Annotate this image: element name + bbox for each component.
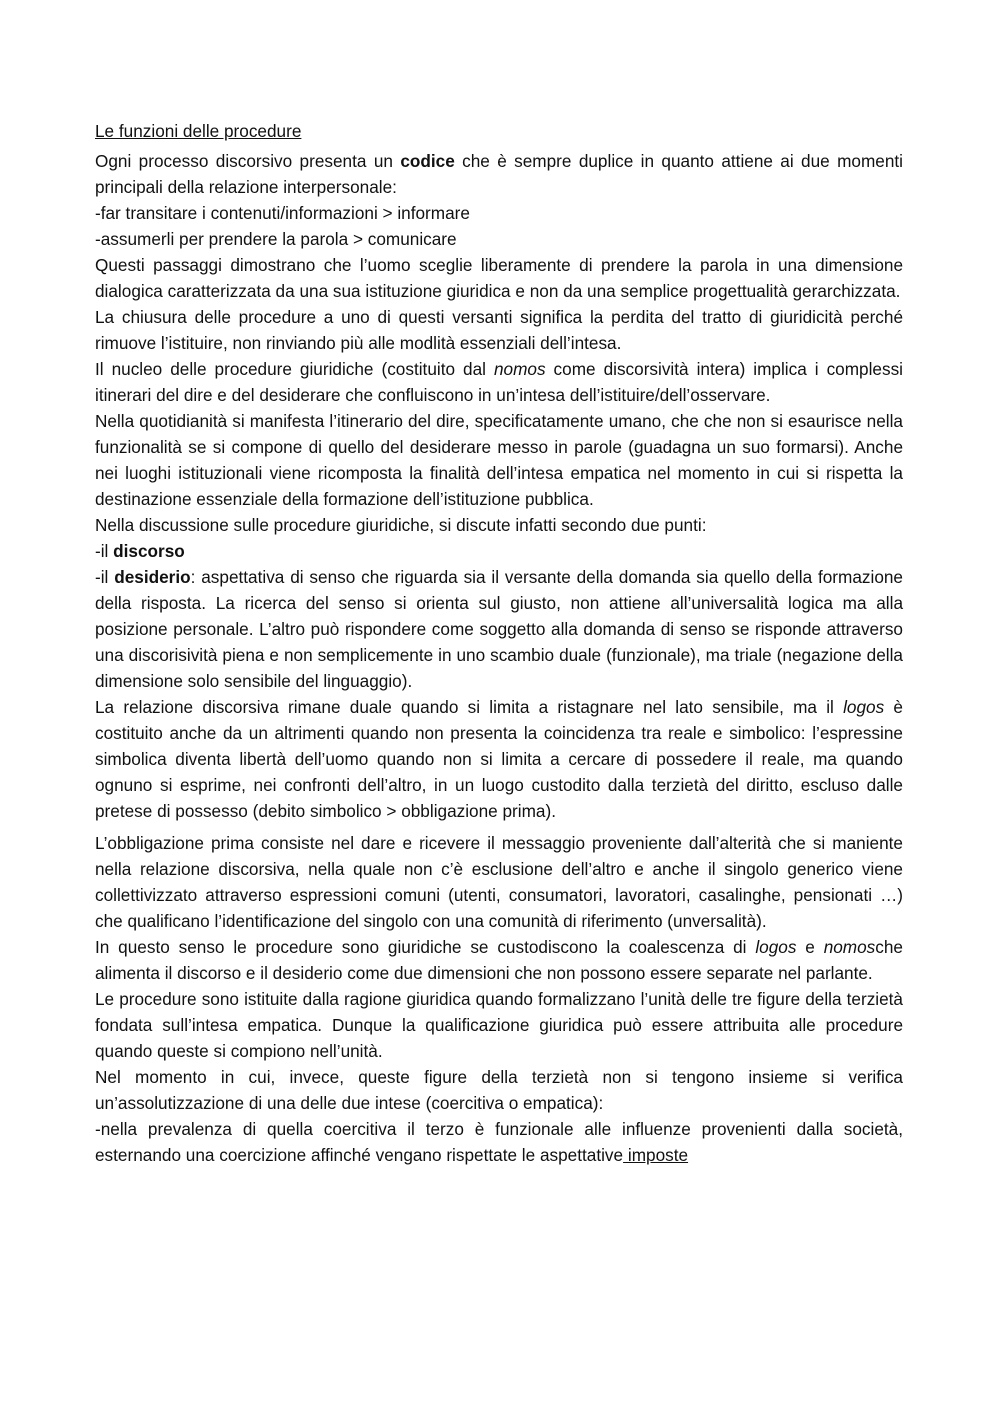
bold-term-discorso: discorso [113,541,185,561]
text-run: Il nucleo delle procedure giuridiche (costituito dal [95,359,494,379]
text-run: e [796,937,824,957]
paragraph-coalescenza [95,934,903,986]
italic-term-logos: logos [755,937,797,957]
paragraph-discussione: Nella discussione sulle procedure giuridiche, si discute infatti secondo due punti: [95,515,707,535]
document-title: Le funzioni delle procedure [95,121,302,141]
paragraph-quotidianita: Nella quotidianità si manifesta l’itinerario del dire, specificatamente umano, che che non si esaurisce nella funzionalità se si compone di quello del desiderare messo in parole (guadagna un suo formarsi). Anche nei luoghi istituzionali viene ricomposta la finalità dell’intesa empatica nel momento in cui si rispetta la destinazione essenziale della formazione dell’istituzione pubblica. [95,411,903,509]
list-item-informare: -far transitare i contenuti/informazioni > informare [95,203,470,223]
document-page [95,118,903,1168]
italic-term-logos: logos [843,697,885,717]
list-item-desiderio [95,564,903,694]
text-run: che è sempre duplice in quanto attiene ai due momenti principali della relazione interpersonale: [95,151,904,197]
italic-term-nomos: nomos [823,937,876,957]
paragraph-nucleo [95,356,903,408]
italic-term-nomos: nomos [493,359,546,379]
list-item-discorso [95,538,903,564]
paragraph-passaggi: Questi passaggi dimostrano che l’uomo sceglie liberamente di prendere la parola in una dimensione dialogica caratterizzata da una sua istituzione giuridica e non da una semplice progettualità gerarchizzata. [95,255,903,301]
text-run: -il [95,541,114,561]
text-run: La relazione discorsiva rimane duale quando si limita a ristagnare nel lato sensibile, ma il [95,697,844,717]
text-run: come discorsività intera) implica i complessi itinerari del dire e del desiderare che confluiscono in un’intesa dell’istituire/dell’osservare. [95,359,903,405]
paragraph-terzieta: Nel momento in cui, invece, queste figure della terzietà non si tengono insieme si verifica un’assolutizzazione di una delle due intese (coercitiva o empatica): [95,1067,903,1113]
text-run: è costituito anche da un altrimenti quando non presenta la coincidenza tra reale e simbolico: l’espressine simbolica diventa libertà dell’uomo quando non si limita a cercare di possedere il reale, ma quando ognuno si esprime, nei confronti dell’altro, in un luogo custodito dalla terzietà del diritto, escluso dalle pretese di possesso (debito simbolico > obbligazione prima). [95,697,903,821]
list-item-coercitiva [95,1116,903,1168]
paragraph-chiusura: La chiusura delle procedure a uno di questi versanti significa la perdita del tratto di giuridicità perché rimuove l’istituire, non rinviando più alle modlità essenziali dell’intesa. [95,307,903,353]
paragraph-codice [95,148,903,200]
paragraph-procedure-istituite: Le procedure sono istituite dalla ragione giuridica quando formalizzano l’unità delle tre figure della terzietà fondata sull’intesa empatica. Dunque la qualificazione giuridica può essere attribuita alle procedure quando queste si compiono nell’unità. [95,989,903,1061]
text-run: che alimenta il discorso e il desiderio come due dimensioni che non possono essere separate nel parlante. [95,937,903,983]
text-run: -nella prevalenza di quella coercitiva il terzo è funzionale alle influenze provenienti dalla società, esternando una coercizione affinché vengano rispettate le aspettative [95,1119,903,1165]
bold-term-desiderio: desiderio [114,567,191,587]
paragraph-relazione-discorsiva [95,694,903,824]
bold-term-codice: codice [400,151,455,171]
text-run: In questo senso le procedure sono giuridiche se custodiscono la coalescenza di [95,937,756,957]
list-item-comunicare: -assumerli per prendere la parola > comunicare [95,229,457,249]
text-run: Ogni processo discorsivo presenta un [95,151,401,171]
text-run: : aspettativa di senso che riguarda sia il versante della domanda sia quello della formazione della risposta. La ricerca del senso si orienta sul giusto, non attiene all’universalità logica ma alla posizione personale. L’altro può rispondere come soggetto alla domanda di senso se risponde attraverso una discorisività piena e non semplicemente in uno scambio duale (funzionale), ma triale (negazione della dimensione solo sensibile del linguaggio). [95,567,903,691]
paragraph-obbligazione: L’obbligazione prima consiste nel dare e ricevere il messaggio proveniente dall’alterità che si maniente nella relazione discorsiva, nella quale non c’è esclusione dell’altro e anche il singolo generico viene collettivizzato attraverso espressioni comuni (utenti, consumatori, lavoratori, casalinghe, pensionati …) che qualificano l’identificazione del singolo con una comunità di riferimento (unversalità). [95,833,903,931]
underlined-term-imposte: imposte [623,1145,689,1165]
text-run: -il [95,567,115,587]
